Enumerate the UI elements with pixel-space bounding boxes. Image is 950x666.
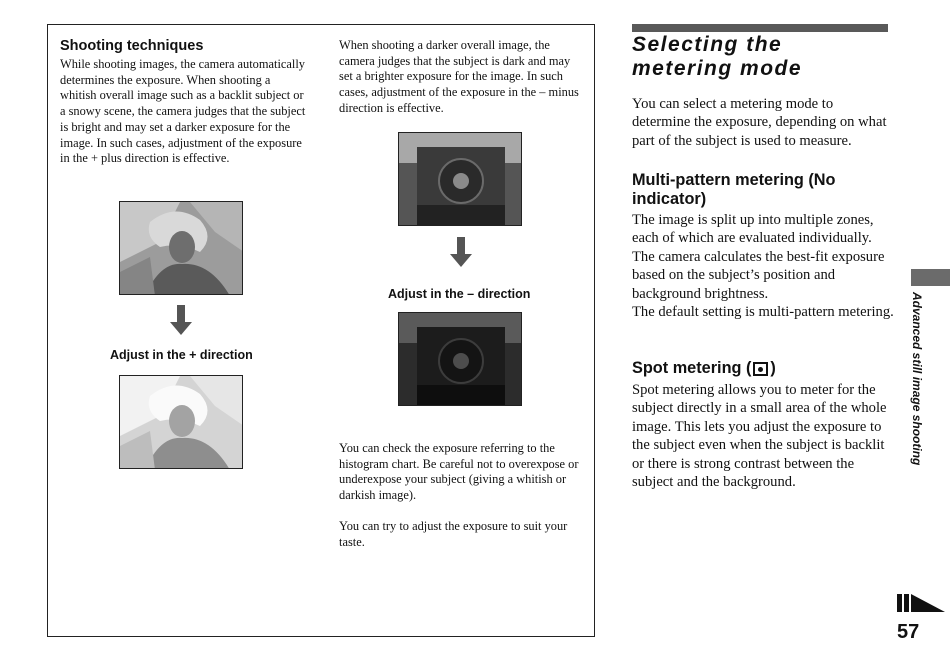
histogram-paragraph: You can check the exposure referring to the histogram chart. Be careful not to overexpose or underexpose your subject (giving a whitish or darkish image). <box>339 441 579 503</box>
spot-heading-prefix: Spot metering ( <box>632 359 752 377</box>
down-arrow-icon <box>450 237 472 272</box>
train-photo-after <box>398 312 522 406</box>
multi-pattern-heading: Multi-pattern metering (No indicator) <box>632 171 836 208</box>
multi-pattern-default: The default setting is multi-pattern metering. <box>632 304 894 321</box>
title-rule <box>632 24 888 32</box>
spot-metering-heading <box>632 359 894 378</box>
page-title-line-1: Selecting the <box>632 33 783 56</box>
spot-metering-body: Spot metering allows you to meter for the subject directly in a small area of the whole image. This lets you adjust the exposure to the subject even when the subject is backlit or there is strong contrast between the subject and the background. <box>632 382 887 491</box>
train-photo-before <box>398 132 522 226</box>
page-title-line-2: metering mode <box>632 57 803 80</box>
shooting-techniques-heading: Shooting techniques <box>60 38 204 54</box>
intro-paragraph: You can select a metering mode to determine the exposure, depending on what part of the subject is used to measure. <box>632 96 887 149</box>
backlit-paragraph: While shooting images, the camera automatically determines the exposure. When shooting a whitish overall image such as a backlit subject or a snowy scene, the camera judges that the subject is bright and may set a darker exposure for the image. In such cases, adjustment of the exposure in the + plus direction is effective. <box>60 57 306 166</box>
multi-pattern-body <box>632 211 894 321</box>
page-marker-icon <box>897 594 945 619</box>
caption-adjust-plus: Adjust in the + direction <box>110 348 253 362</box>
taste-paragraph: You can try to adjust the exposure to suit your taste. <box>339 519 568 549</box>
down-arrow-icon <box>170 305 192 340</box>
woman-photo-after <box>119 375 243 469</box>
woman-photo-before <box>119 201 243 295</box>
page-title <box>632 33 892 81</box>
multi-pattern-description: The image is split up into multiple zones, each of which are evaluated individually. The camera calculates the best-fit exposure based on the subject’s position and background brightness. <box>632 212 885 302</box>
page-number: 57 <box>897 621 920 643</box>
section-tab-marker <box>911 269 950 286</box>
dark-subject-paragraph: When shooting a darker overall image, the camera judges that the subject is dark and may set a brighter exposure for the image. In such cases, adjustment of the exposure in the – minus direction is effective. <box>339 38 579 115</box>
spot-heading-suffix: ) <box>770 359 776 377</box>
section-side-label: Advanced still image shooting <box>910 292 924 466</box>
caption-adjust-minus: Adjust in the – direction <box>388 287 531 301</box>
spot-metering-icon <box>753 362 768 376</box>
